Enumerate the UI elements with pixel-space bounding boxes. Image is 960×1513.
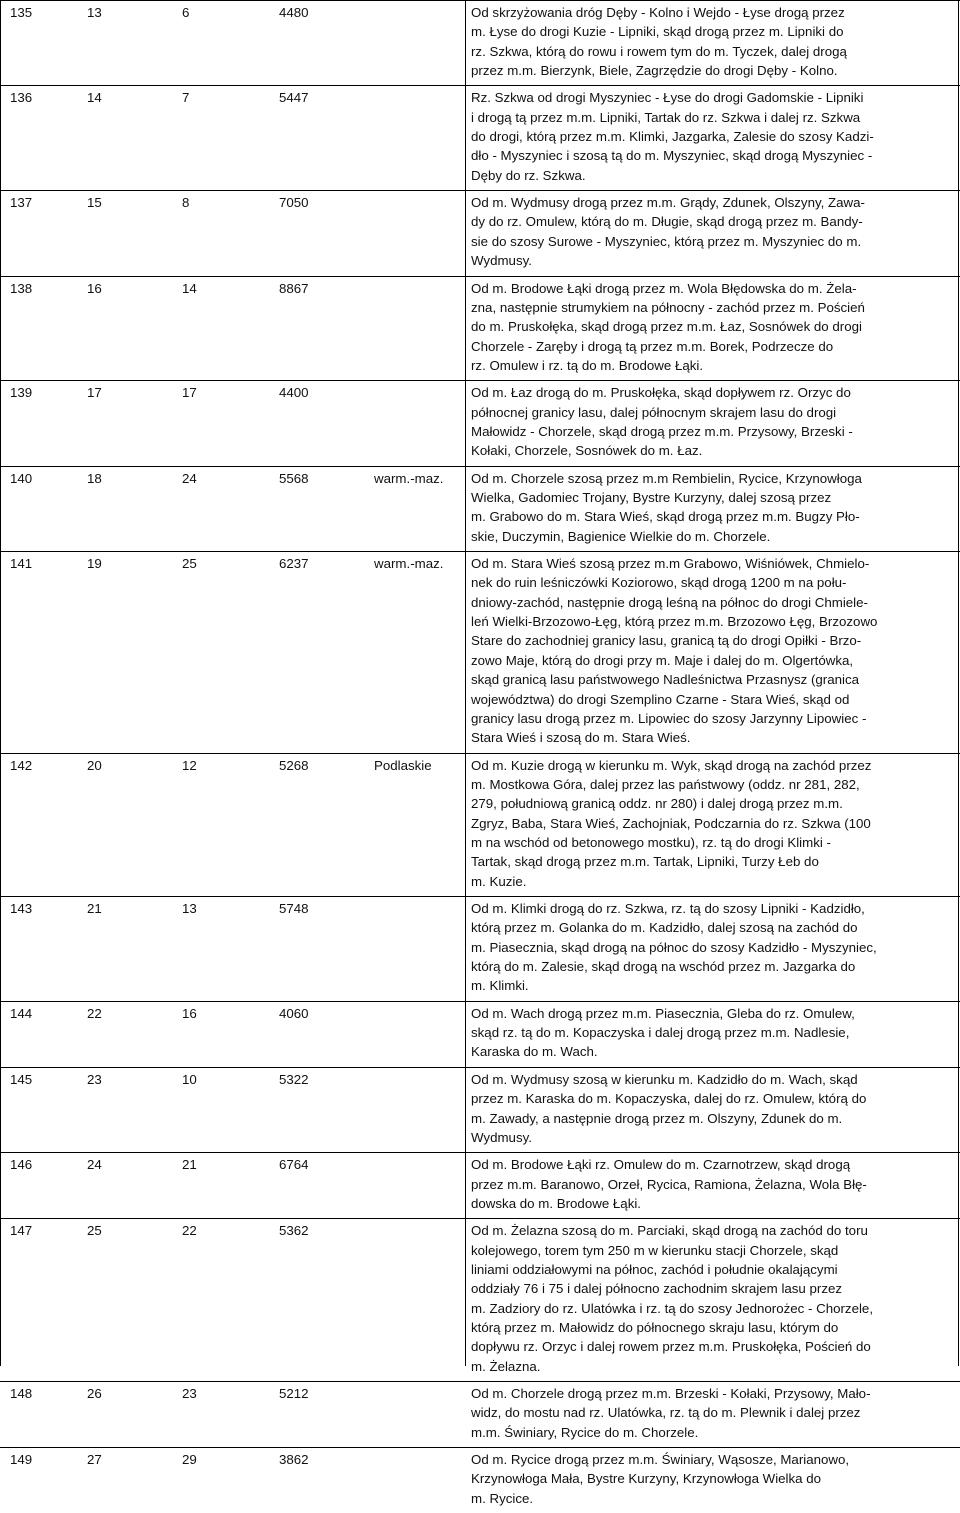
description-line: Zgryz, Baba, Stara Wieś, Zachojniak, Podczarnia do rz. Szkwa (100 <box>471 815 871 831</box>
row-number: 137 <box>10 195 33 211</box>
table-row <box>0 380 960 465</box>
row-number: 139 <box>10 385 33 401</box>
table-row <box>0 1381 960 1447</box>
table-row <box>0 896 960 1001</box>
description-line: rz. Omulew i rz. tą do m. Brodowe Łąki. <box>471 357 704 373</box>
description-line: dowska do m. Brodowe Łąki. <box>471 1195 641 1211</box>
row-number: 148 <box>10 1386 33 1402</box>
area-value: 8867 <box>279 280 309 296</box>
column-a-value: 17 <box>87 385 102 401</box>
area-value: 4480 <box>279 5 309 20</box>
column-a-value: 24 <box>87 1157 102 1173</box>
boundary-description <box>471 279 953 376</box>
boundary-description <box>471 193 953 270</box>
row-number: 142 <box>10 757 33 773</box>
column-a-value: 26 <box>87 1386 102 1402</box>
description-line: m. Rycice. <box>471 1490 534 1506</box>
row-number: 141 <box>10 556 33 572</box>
description-line: m. Klimki. <box>471 978 529 994</box>
row-number: 135 <box>10 5 33 20</box>
description-line: Karaska do m. Wach. <box>471 1044 598 1060</box>
description-line: Od m. Brodowe Łąki drogą przez m. Wola Błędowska do m. Żela- <box>471 280 857 296</box>
description-line: którą przez m. Golanka do m. Kadzidło, dalej szosą na zachód do <box>471 920 858 936</box>
description-line: przez m.m. Bierzynk, Biele, Zagrzędzie do drogi Dęby - Kolno. <box>471 63 838 79</box>
description-line: skąd granicą lasu państwowego Nadleśnictwa Przasnysz (granica <box>471 672 860 688</box>
area-value: 5447 <box>279 90 309 106</box>
boundary-description <box>471 3 953 80</box>
description-line: m. Zawady, a następnie drogą przez m. Olszyny, Zdunek do m. <box>471 1110 843 1126</box>
table-row <box>0 1447 960 1513</box>
column-a-value: 20 <box>87 757 102 773</box>
column-b-value: 21 <box>182 1157 197 1173</box>
description-line: Krzynowłoga Mała, Bystre Kurzyny, Krzynowłoga Wielka do <box>471 1471 822 1487</box>
table-row <box>0 0 960 85</box>
column-a-value: 21 <box>87 901 102 917</box>
description-line: m. Żelazna. <box>471 1358 541 1374</box>
description-line: liniami oddziałowymi na północ, zachód i południe okalającymi <box>471 1261 838 1277</box>
description-line: Od m. Łaz drogą do m. Pruskołęka, skąd dopływem rz. Orzyc do <box>471 385 851 401</box>
description-line: województwa) do drogi Szemplino Czarne - Stara Wieś, skąd od <box>471 691 850 707</box>
description-line: do drogi, którą przez m.m. Klimki, Jazgarka, Zalesie do szosy Kadzi- <box>471 129 874 145</box>
description-line: m. Kuzie. <box>471 873 527 889</box>
description-line: dy do rz. Omulew, którą do m. Długie, skąd drogą przez m. Bandy- <box>471 214 863 230</box>
description-line: m na wschód od betonowego mostku), rz. tą do drogi Klimki - <box>471 834 831 850</box>
description-line: Kołaki, Chorzele, Sosnówek do m. Łaz. <box>471 443 703 459</box>
description-line: Od m. Chorzele szosą przez m.m Rembielin, Rycice, Krzynowłoga <box>471 470 862 486</box>
area-value: 4060 <box>279 1005 309 1021</box>
column-b-value: 12 <box>182 757 197 773</box>
boundary-description <box>471 899 953 996</box>
description-line: nek do ruin leśniczówki Koziorowo, skąd drogą 1200 m na połu- <box>471 575 847 591</box>
row-number: 147 <box>10 1223 33 1239</box>
description-line: Od m. Chorzele drogą przez m.m. Brzeski - Kołaki, Przysowy, Mało- <box>471 1386 871 1402</box>
description-line: Od m. Brodowe Łąki rz. Omulew do m. Czarnotrzew, skąd drogą <box>471 1157 851 1173</box>
column-a-value: 15 <box>87 195 102 211</box>
description-line: zna, następnie strumykiem na północny - zachód przez m. Poścień <box>471 299 865 315</box>
description-line: którą do m. Zalesie, skąd drogą na wschód przez m. Jazgarka do <box>471 959 856 975</box>
area-value: 6764 <box>279 1157 309 1173</box>
description-line: rz. Szkwa, którą do rowu i rowem tym do m. Tyczek, dalej drogą <box>471 43 847 59</box>
row-number: 145 <box>10 1071 33 1087</box>
table-row <box>0 1067 960 1152</box>
table-row <box>0 551 960 753</box>
description-line: dniowy-zachód, następnie drogą leśną na północ do drogi Chmiele- <box>471 594 868 610</box>
area-value: 5748 <box>279 901 309 917</box>
description-line: Od m. Klimki drogą do rz. Szkwa, rz. tą do szosy Lipniki - Kadzidło, <box>471 901 865 917</box>
description-line: Małowidz - Chorzele, skąd drogą przez m.m. Przysowy, Brzeski - <box>471 423 853 439</box>
description-line: dopływu rz. Orzyc i dalej rowem przez m.m. Pruskołęka, Poścień do <box>471 1339 871 1355</box>
column-b-value: 7 <box>182 90 190 106</box>
area-value: 5362 <box>279 1223 309 1239</box>
row-number: 146 <box>10 1157 33 1173</box>
table-row <box>0 190 960 275</box>
column-b-value: 23 <box>182 1386 197 1402</box>
description-line: skąd rz. tą do m. Kopaczyska i dalej drogą przez m.m. Nadlesie, <box>471 1025 850 1041</box>
column-a-value: 22 <box>87 1005 102 1021</box>
column-b-value: 13 <box>182 901 197 917</box>
column-a-value: 25 <box>87 1223 102 1239</box>
description-line: dło - Myszyniec i szosą tą do m. Myszyniec, skąd drogą Myszyniec - <box>471 148 873 164</box>
description-line: m. Zadziory do rz. Ulatówka i rz. tą do szosy Jednorożec - Chorzele, <box>471 1300 874 1316</box>
boundary-description <box>471 1450 953 1508</box>
description-line: kolejowego, torem tym 250 m w kierunku stacji Chorzele, skąd <box>471 1242 839 1258</box>
description-line: m. Grabowo do m. Stara Wieś, skąd drogą przez m.m. Bugzy Pło- <box>471 509 860 525</box>
area-value: 7050 <box>279 195 309 211</box>
boundary-description <box>471 554 953 747</box>
description-line: Od m. Rycice drogą przez m.m. Świniary, Wąsosze, Marianowo, <box>471 1452 850 1468</box>
description-line: Chorzele - Zaręby i drogą tą przez m.m. Borek, Podrzecze do <box>471 338 834 354</box>
description-line: m.m. Świniary, Rycice do m. Chorzele. <box>471 1424 699 1440</box>
table-row <box>0 85 960 190</box>
description-line: Stara Wieś i szosą do m. Stara Wieś. <box>471 730 691 746</box>
description-line: północnej granicy lasu, dalej północnym skrajem lasu do drogi <box>471 404 837 420</box>
region-label: warm.-maz. <box>374 470 444 486</box>
area-value: 5268 <box>279 757 309 773</box>
column-a-value: 18 <box>87 470 102 486</box>
boundary-description <box>471 1384 953 1442</box>
description-line: Wielka, Gadomiec Trojany, Bystre Kurzyny, dalej szosą przez <box>471 490 832 506</box>
description-line: Wydmusy. <box>471 253 532 269</box>
column-b-value: 29 <box>182 1452 197 1468</box>
column-a-value: 14 <box>87 90 102 106</box>
boundary-description <box>471 1155 953 1213</box>
column-a-value: 23 <box>87 1071 102 1087</box>
area-value: 3862 <box>279 1452 309 1468</box>
area-value: 5212 <box>279 1386 309 1402</box>
description-line: 279, południową granicą oddz. nr 280) i dalej drogą przez m.m. <box>471 796 843 812</box>
description-line: Od m. Kuzie drogą w kierunku m. Wyk, skąd drogą na zachód przez <box>471 757 872 773</box>
column-a-value: 27 <box>87 1452 102 1468</box>
description-line: m. Piasecznia, skąd drogą na północ do szosy Kadzidło - Myszyniec, <box>471 939 877 955</box>
table-row <box>0 1218 960 1381</box>
description-line: skie, Duczymin, Bagienice Wielkie do m. Chorzele. <box>471 528 771 544</box>
description-line: Od skrzyżowania dróg Dęby - Kolno i Wejdo - Łyse drogą przez <box>471 5 845 20</box>
column-a-value: 19 <box>87 556 102 572</box>
column-b-value: 24 <box>182 470 197 486</box>
description-line: Od m. Wach drogą przez m.m. Piasecznia, Gleba do rz. Omulew, <box>471 1005 855 1021</box>
area-value: 5322 <box>279 1071 309 1087</box>
row-number: 149 <box>10 1452 33 1468</box>
description-line: m. Mostkowa Góra, dalej przez las państwowy (oddz. nr 281, 282, <box>471 776 860 792</box>
table-row <box>0 753 960 896</box>
description-line: Dęby do rz. Szkwa. <box>471 167 586 183</box>
description-line: sie do szosy Surowe - Myszyniec, którą przez m. Myszyniec do m. <box>471 233 862 249</box>
column-b-value: 22 <box>182 1223 197 1239</box>
boundary-description <box>471 756 953 891</box>
description-line: Wydmusy. <box>471 1129 532 1145</box>
description-line: którą przez m. Małowidz do północnego skraju lasu, którym do <box>471 1320 839 1336</box>
description-line: Stare do zachodniej granicy lasu, granicą tą do drogi Opiłki - Brzo- <box>471 633 862 649</box>
column-b-value: 14 <box>182 280 197 296</box>
description-line: Od m. Wydmusy szosą w kierunku m. Kadzidło do m. Wach, skąd <box>471 1071 858 1087</box>
description-line: przez m.m. Baranowo, Orzeł, Rycica, Ramiona, Żelazna, Wola Błę- <box>471 1176 867 1192</box>
description-line: zowo Maje, którą do drogi przy m. Maje i dalej do m. Olgertówka, <box>471 652 854 668</box>
area-value: 5568 <box>279 470 309 486</box>
region-label: warm.-maz. <box>374 556 444 572</box>
boundary-description <box>471 1070 953 1147</box>
row-number: 138 <box>10 280 33 296</box>
description-line: Od m. Wydmusy drogą przez m.m. Grądy, Zdunek, Olszyny, Zawa- <box>471 195 865 211</box>
description-line: granicy lasu drogą przez m. Lipowiec do szosy Jarzynny Lipowiec - <box>471 710 867 726</box>
description-line: przez m. Karaska do m. Kopaczyska, dalej do rz. Omulew, którą do <box>471 1091 867 1107</box>
table-row <box>0 1152 960 1218</box>
description-line: Od m. Żelazna szosą do m. Parciaki, skąd drogą na zachód do toru <box>471 1223 868 1239</box>
row-number: 136 <box>10 90 33 106</box>
boundary-description <box>471 1221 953 1376</box>
table-row <box>0 1001 960 1067</box>
column-b-value: 8 <box>182 195 190 211</box>
area-value: 4400 <box>279 385 309 401</box>
boundary-description <box>471 383 953 460</box>
table-row <box>0 466 960 551</box>
description-line: oddziały 76 i 75 i dalej północno zachodnim skrajem lasu przez <box>471 1281 843 1297</box>
description-line: Tartak, skąd drogą przez m.m. Tartak, Lipniki, Turzy Łeb do <box>471 854 819 870</box>
description-line: do m. Pruskołęka, skąd drogą przez m.m. Łaz, Sosnówek do drogi <box>471 319 862 335</box>
column-b-value: 6 <box>182 5 190 20</box>
region-label: Podlaskie <box>374 757 432 773</box>
column-a-value: 16 <box>87 280 102 296</box>
boundary-description <box>471 469 953 546</box>
column-b-value: 17 <box>182 385 197 401</box>
description-line: widz, do mostu nad rz. Ulatówka, rz. tą do m. Plewnik i dalej przez <box>471 1405 861 1421</box>
table-row <box>0 276 960 381</box>
row-number: 143 <box>10 901 33 917</box>
row-number: 144 <box>10 1005 33 1021</box>
column-a-value: 13 <box>87 5 102 20</box>
boundary-description <box>471 88 953 185</box>
description-line: i drogą tą przez m.m. Lipniki, Tartak do rz. Szkwa i dalej rz. Szkwa <box>471 109 861 125</box>
description-line: leń Wielki-Brzozowo-Łęg, którą przez m.m. Brzozowo Łęg, Brzozowo <box>471 614 878 630</box>
column-b-value: 16 <box>182 1005 197 1021</box>
boundary-description <box>471 1004 953 1062</box>
area-value: 6237 <box>279 556 309 572</box>
description-line: m. Łyse do drogi Kuzie - Lipniki, skąd drogą przez m. Lipniki do <box>471 24 844 40</box>
column-b-value: 25 <box>182 556 197 572</box>
description-line: Od m. Stara Wieś szosą przez m.m Grabowo, Wiśniówek, Chmielo- <box>471 556 870 572</box>
description-line: Rz. Szkwa od drogi Myszyniec - Łyse do drogi Gadomskie - Lipniki <box>471 90 864 106</box>
row-number: 140 <box>10 470 33 486</box>
column-b-value: 10 <box>182 1071 197 1087</box>
